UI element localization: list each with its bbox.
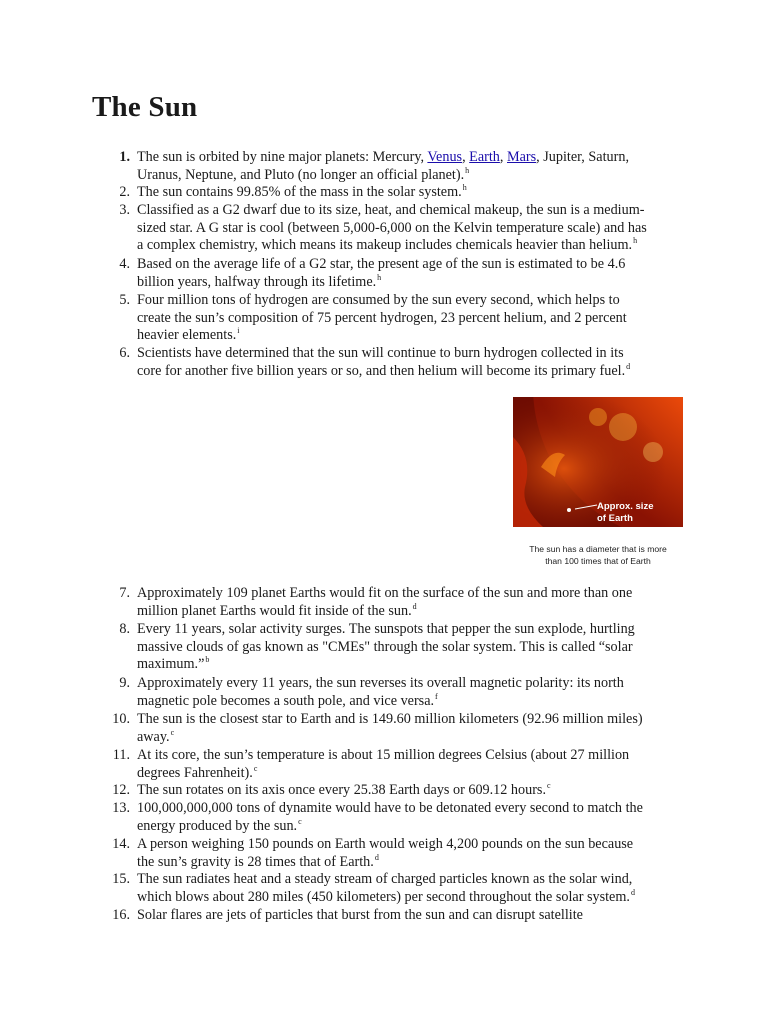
text-line: maximum.” <box>137 656 205 672</box>
list-text <box>137 711 687 746</box>
footnote-ref[interactable]: h <box>465 165 470 175</box>
text-line: billion years, halfway through its lifetime. <box>137 273 377 290</box>
figure-caption <box>510 544 686 567</box>
sun-image-graphic <box>513 397 683 527</box>
list-number: 14. <box>112 836 130 852</box>
text-line: Classified as a G2 dwarf due to its size, heat, and chemical makeup, the sun is a medium- <box>137 202 645 218</box>
text-line: energy produced by the sun. <box>137 817 298 834</box>
footnote-ref[interactable]: b <box>205 655 210 664</box>
text-line: Scientists have determined that the sun will continue to burn hydrogen collected in its <box>137 345 624 361</box>
list-number: 6. <box>119 345 130 361</box>
text-line: The sun radiates heat and a steady stream of charged particles known as the solar wind, <box>137 871 633 887</box>
list-text <box>137 800 687 835</box>
list-number: 16. <box>112 907 130 923</box>
text-line: A person weighing 150 pounds on Earth would weigh 4,200 pounds on the sun because <box>137 836 634 852</box>
list-number: 2. <box>119 184 130 200</box>
list-number: 9. <box>119 675 130 691</box>
text-line: Uranus, Neptune, and Pluto (no longer an official planet). <box>137 166 465 183</box>
list-text <box>137 675 687 710</box>
text-line: The sun rotates on its axis once every 25.38 Earth days or 609.12 hours. <box>137 782 546 798</box>
list-number: 11. <box>112 747 130 763</box>
footnote-ref[interactable]: h <box>462 183 467 192</box>
text-line: , Jupiter, Saturn, <box>536 149 629 165</box>
text-line: magnetic pole becomes a south pole, and vice versa. <box>137 692 435 709</box>
text-line: degrees Fahrenheit). <box>137 764 253 781</box>
text-line: sized star. A G star is cool (between 5,000-6,000 on the Kelvin temperature scale) and has <box>137 219 647 236</box>
list-number: 12. <box>112 782 130 798</box>
text-line: heavier elements. <box>137 327 237 343</box>
text-line: the sun’s gravity is 28 times that of Earth. <box>137 853 374 870</box>
list-text <box>137 202 687 255</box>
sun-photo <box>513 397 683 527</box>
link-venus[interactable]: Venus <box>427 149 463 165</box>
text-line: Based on the average life of a G2 star, the present age of the sun is estimated to be 4.6 <box>137 256 626 272</box>
list-number: 15. <box>112 871 130 887</box>
list-text <box>137 871 687 906</box>
list-text <box>137 836 687 871</box>
figure-label-line2: of Earth <box>597 513 633 524</box>
list-number: 1. <box>119 149 130 165</box>
list-text <box>137 345 687 380</box>
footnote-ref[interactable]: f <box>435 691 438 701</box>
list-number: 13. <box>112 800 130 816</box>
figure-label-line1: Approx. size <box>597 501 654 512</box>
list-text <box>137 184 687 202</box>
list-number: 4. <box>119 256 130 272</box>
text-line: away. <box>137 728 170 745</box>
list-text <box>137 621 687 674</box>
caption-line: than 100 times that of Earth <box>545 555 651 566</box>
list-number: 5. <box>119 292 130 308</box>
footnote-ref[interactable]: d <box>626 361 631 371</box>
list-number: 7. <box>119 585 130 601</box>
list-text <box>137 907 687 925</box>
footnote-ref[interactable]: h <box>633 236 638 245</box>
footnote-ref[interactable]: c <box>547 781 551 790</box>
footnote-ref[interactable]: h <box>377 272 382 282</box>
footnote-ref[interactable]: d <box>630 887 635 897</box>
footnote-ref[interactable]: d <box>374 852 379 862</box>
text-line: The sun is the closest star to Earth and is 149.60 million kilometers (92.96 million miles) <box>137 711 643 727</box>
text-line: which blows about 280 miles (450 kilometers) per second throughout the solar system. <box>137 888 630 905</box>
text-line: The sun contains 99.85% of the mass in the solar system. <box>137 184 462 200</box>
page-title: The Sun <box>92 91 198 123</box>
list-number: 10. <box>112 711 130 727</box>
link-mars[interactable]: Mars <box>507 149 537 165</box>
list-number: 8. <box>119 621 130 637</box>
text-line: The sun is orbited by nine major planets: Mercury, <box>137 149 428 165</box>
text-line: Solar flares are jets of particles that burst from the sun and can disrupt satellite <box>137 907 583 923</box>
text-line: 100,000,000,000 tons of dynamite would have to be detonated every second to match the <box>137 800 643 816</box>
footnote-ref[interactable]: c <box>298 816 302 826</box>
footnote-ref[interactable]: d <box>412 601 417 611</box>
footnote-ref[interactable]: i <box>237 326 240 335</box>
text-line: Approximately every 11 years, the sun reverses its overall magnetic polarity: its north <box>137 675 624 691</box>
list-text <box>137 782 687 800</box>
text-line: At its core, the sun’s temperature is about 15 million degrees Celsius (about 27 million <box>137 747 630 763</box>
text-line: Approximately 109 planet Earths would fit on the surface of the sun and more than one <box>137 585 633 601</box>
list-text <box>137 256 687 291</box>
text-line: million planet Earths would fit inside of the sun. <box>137 602 412 619</box>
link-earth[interactable]: Earth <box>469 149 500 165</box>
caption-line: The sun has a diameter that is more <box>529 544 667 554</box>
list-text <box>137 292 687 345</box>
list-text <box>137 747 687 782</box>
footnote-ref[interactable]: c <box>170 727 175 737</box>
text-line: Every 11 years, solar activity surges. The sunspots that pepper the sun explode, hurtling <box>137 621 635 637</box>
list-text: The sun is orbited by nine major planets: Mercury, Venus, Earth, Mars, Jupiter, Saturn, Uranus, Neptune, and Pluto (no longer an official planet).$^h$ <box>137 149 629 183</box>
text-line: a complex chemistry, which means its makeup includes chemicals heavier than helium. <box>137 237 633 253</box>
text-line: create the sun’s composition of 75 percent hydrogen, 23 percent helium, and 2 percent <box>137 309 627 326</box>
earth-dot <box>567 508 571 512</box>
list-text <box>137 585 687 620</box>
text-line: Four million tons of hydrogen are consumed by the sun every second, which helps to <box>137 292 620 308</box>
list-number: 3. <box>119 202 130 218</box>
text-line: core for another five billion years or so, and then helium will become its primary fuel. <box>137 362 626 379</box>
text-line: massive clouds of gas known as "CMEs" through the solar system. This is called “solar <box>137 638 633 655</box>
footnote-ref[interactable]: c <box>253 763 258 773</box>
